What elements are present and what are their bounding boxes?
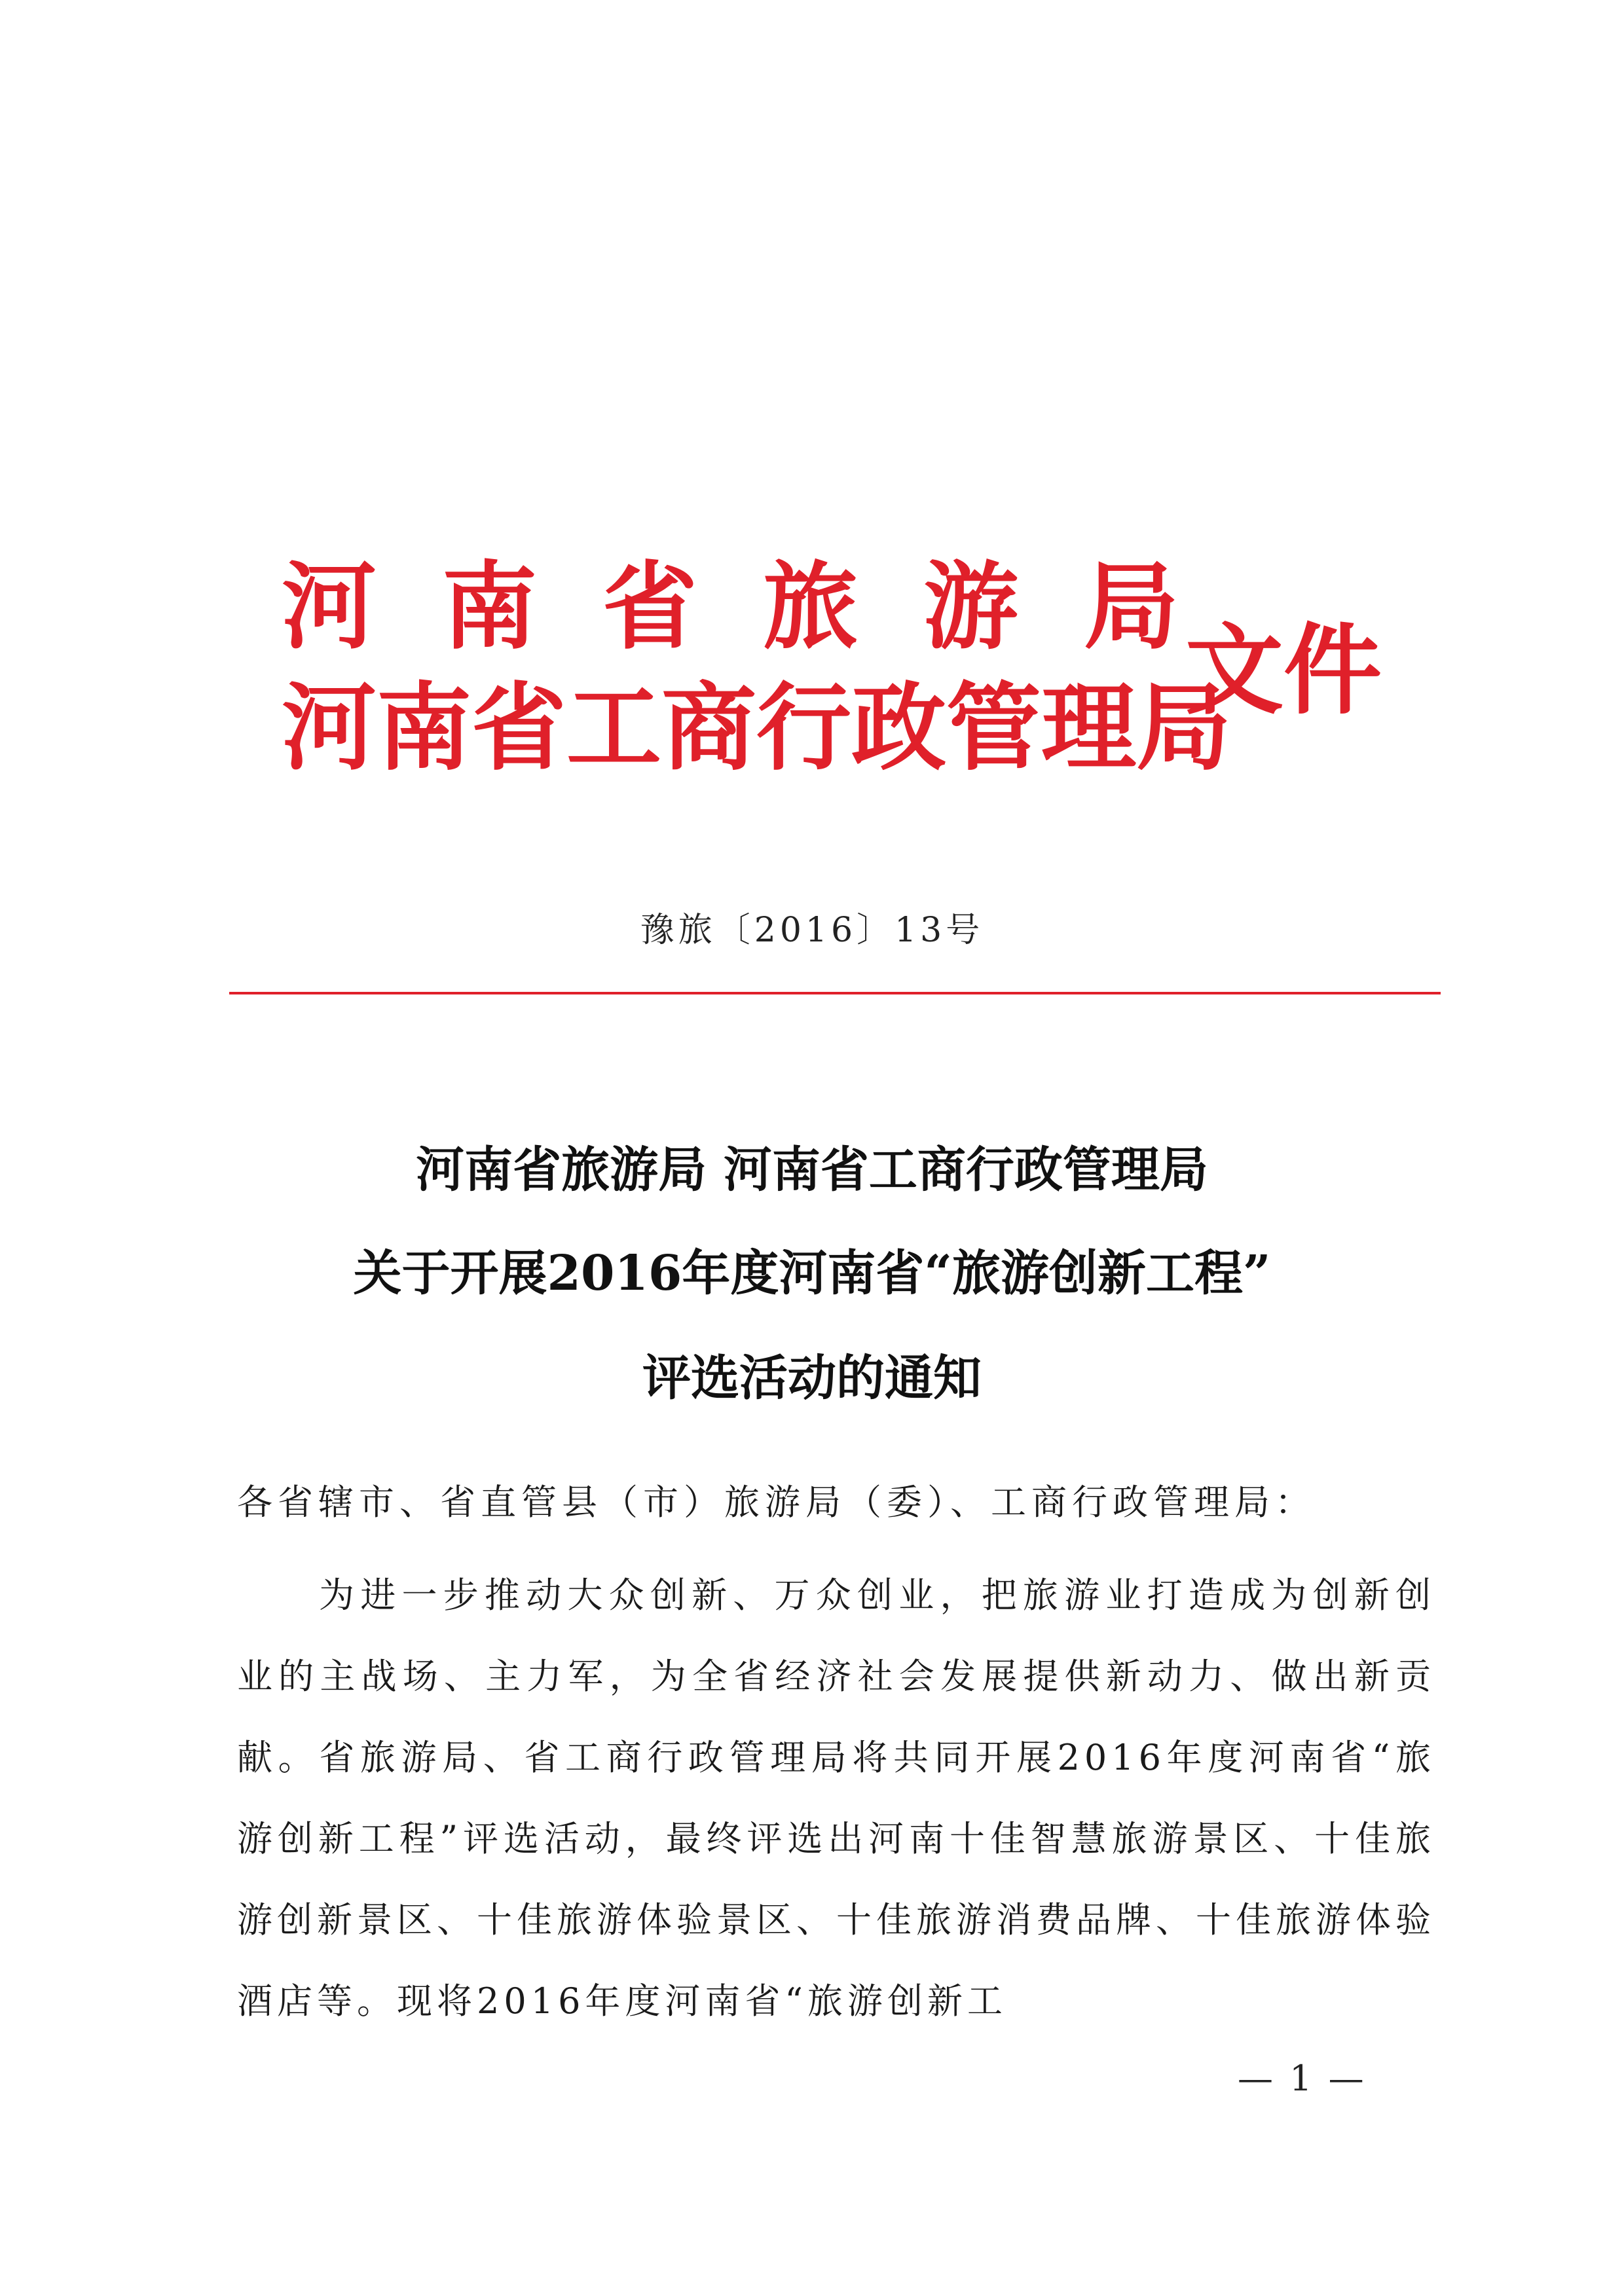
page-number: — 1 — [1238,2058,1367,2099]
addressee: 各省辖市、省直管县（市）旅游局（委）、工商行政管理局： [237,1482,1316,1523]
body-paragraph: 为进一步推动大众创新、万众创业，把旅游业打造成为创新创业的主战场、主力军，为全省经济社会发展提供新动力、做出新贡献。省旅游局、省工商行政管理局将共同开展2016年度河南省“旅游创新工程”评选活动，最终评选出河南十佳智慧旅游景区、十佳旅游创新景区、十佳旅游体验景区、十佳旅游消费品牌、十佳旅游体验酒店等。现将2016年度河南省“旅游创新工 [237,1575,1435,2022]
document-title-line-3: 评选活动的通知 [642,1350,982,1406]
header-divider [229,992,1441,994]
document-title-line-1: 河南省旅游局 河南省工商行政管理局 [416,1142,1208,1198]
document-title-line-2: 关于开展2016年度河南省“旅游创新工程” [353,1245,1271,1302]
header-document-suffix: 文件 [1185,614,1382,728]
header-agency-tourism: 河南省旅游局 [282,552,1244,663]
header-agency-commerce: 河南省工商行政管理局 [282,673,1231,784]
document-number: 豫旅〔2016〕13号 [640,911,984,950]
